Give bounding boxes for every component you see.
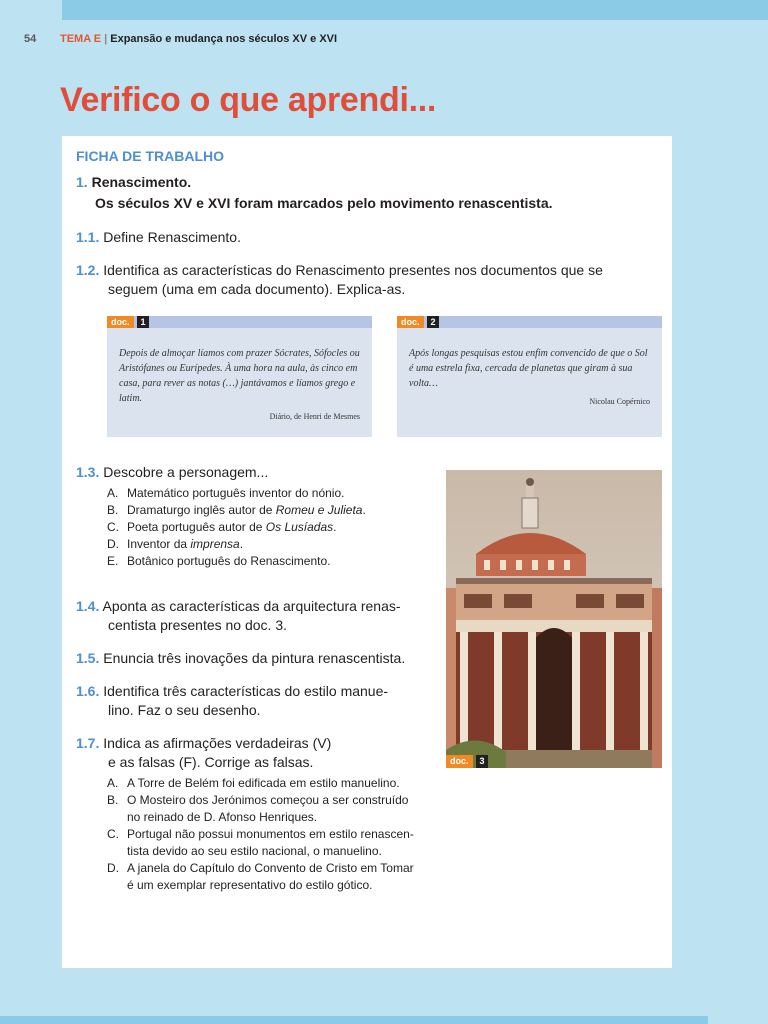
list-item: E. Botânico português do Renascimento. (107, 554, 331, 568)
doc-tag: doc. (107, 316, 134, 328)
theme-label: TEMA E (60, 33, 102, 45)
question-text: Define Renascimento. (103, 229, 241, 245)
answer-options (107, 485, 366, 570)
question-1-7 (76, 734, 331, 753)
theme-subtitle: Expansão e mudança nos séculos XV e XVI (110, 33, 338, 45)
list-item: C. Portugal não possui monumentos em estilo renascen- tista devido ao seu estilo nacional, o manuelino. (107, 827, 414, 858)
list-item: D. Inventor da imprensa. (107, 537, 244, 551)
question-1-5 (76, 649, 405, 668)
question-text: Indica as afirmações verdadeiras (V) (103, 735, 332, 751)
doc-number: 3 (476, 755, 488, 768)
document-quote: Após longas pesquisas estou enfim convencido de que o Sol é uma estrela fixa, cercada de planetas que giram à sua volta… (409, 348, 648, 389)
list-item: A. Matemático português inventor do nónio. (107, 486, 345, 500)
document-source: Nicolau Copérnico (589, 397, 650, 406)
list-item: C. Poeta português autor de Os Lusíadas. (107, 520, 337, 534)
document-quote: Depois de almoçar líamos com prazer Sócrates, Sófocles ou Aristófanes ou Eurípedes. À uma hora na aula, às cinco em casa, para rever as notas (…) jantávamos e líamos grego e latim. (119, 348, 360, 404)
question-text: Descobre a personagem... (103, 464, 269, 480)
question-number: 1.4. (76, 598, 100, 614)
document-2 (397, 316, 662, 437)
list-item: A. A Torre de Belém foi edificada em estilo manuelino. (107, 776, 400, 790)
worksheet-heading: FICHA DE TRABALHO (76, 148, 225, 164)
page-title: Verifico o que aprendi... (60, 81, 437, 119)
question-text: Enuncia três inovações da pintura renascentista. (103, 650, 406, 666)
doc-number: 2 (427, 316, 439, 328)
question-number: 1.5. (76, 650, 100, 666)
question-text-cont: lino. Faz o seu desenho. (108, 702, 261, 718)
question-1-4 (76, 597, 401, 616)
question-1-text: Os séculos XV e XVI foram marcados pelo movimento renascentista. (95, 195, 553, 211)
question-text: Identifica as características do Renascimento presentes nos documentos que se (103, 262, 603, 278)
header-separator: | (104, 33, 108, 45)
question-number: 1.1. (76, 229, 100, 245)
worksheet-panel (62, 136, 672, 968)
question-text: Aponta as características da arquitectura renas- (102, 598, 401, 614)
question-number: 1. (76, 174, 88, 190)
question-text-cont: e as falsas (F). Corrige as falsas. (108, 754, 314, 770)
document-source: Diário, de Henri de Mesmes (269, 412, 360, 421)
question-1-1 (76, 228, 241, 247)
question-text-cont: centista presentes no doc. 3. (108, 617, 287, 633)
question-number: 1.3. (76, 464, 100, 480)
question-1 (76, 173, 191, 192)
page-number: 54 (24, 33, 37, 45)
document-header-bar (107, 316, 372, 328)
question-1-3 (76, 463, 268, 482)
doc-tag: doc. (397, 316, 424, 328)
question-number: 1.2. (76, 262, 100, 278)
doc-number: 1 (137, 316, 149, 328)
question-1-6 (76, 682, 388, 701)
question-text-cont: seguem (uma em cada documento). Explica-as. (108, 281, 406, 297)
question-text: Identifica três características do estilo manue- (103, 683, 389, 699)
list-item: B. Dramaturgo inglês autor de Romeu e Julieta. (107, 503, 366, 517)
document-1 (107, 316, 372, 437)
list-item: B. O Mosteiro dos Jerónimos começou a ser construído no reinado de D. Afonso Henriques. (107, 793, 409, 824)
question-1-2 (76, 261, 603, 280)
question-1-title: Renascimento. (91, 174, 192, 190)
true-false-options (107, 775, 447, 894)
document-header-bar (397, 316, 662, 328)
bottom-banner (0, 1016, 708, 1024)
document-3-photo (446, 470, 662, 768)
doc-tag: doc. (446, 755, 473, 768)
question-number: 1.7. (76, 735, 100, 751)
question-number: 1.6. (76, 683, 100, 699)
page-header (24, 33, 337, 45)
list-item: D. A janela do Capítulo do Convento de Cristo em Tomar é um exemplar representativo do estilo gótico. (107, 861, 414, 892)
top-banner (62, 0, 768, 20)
